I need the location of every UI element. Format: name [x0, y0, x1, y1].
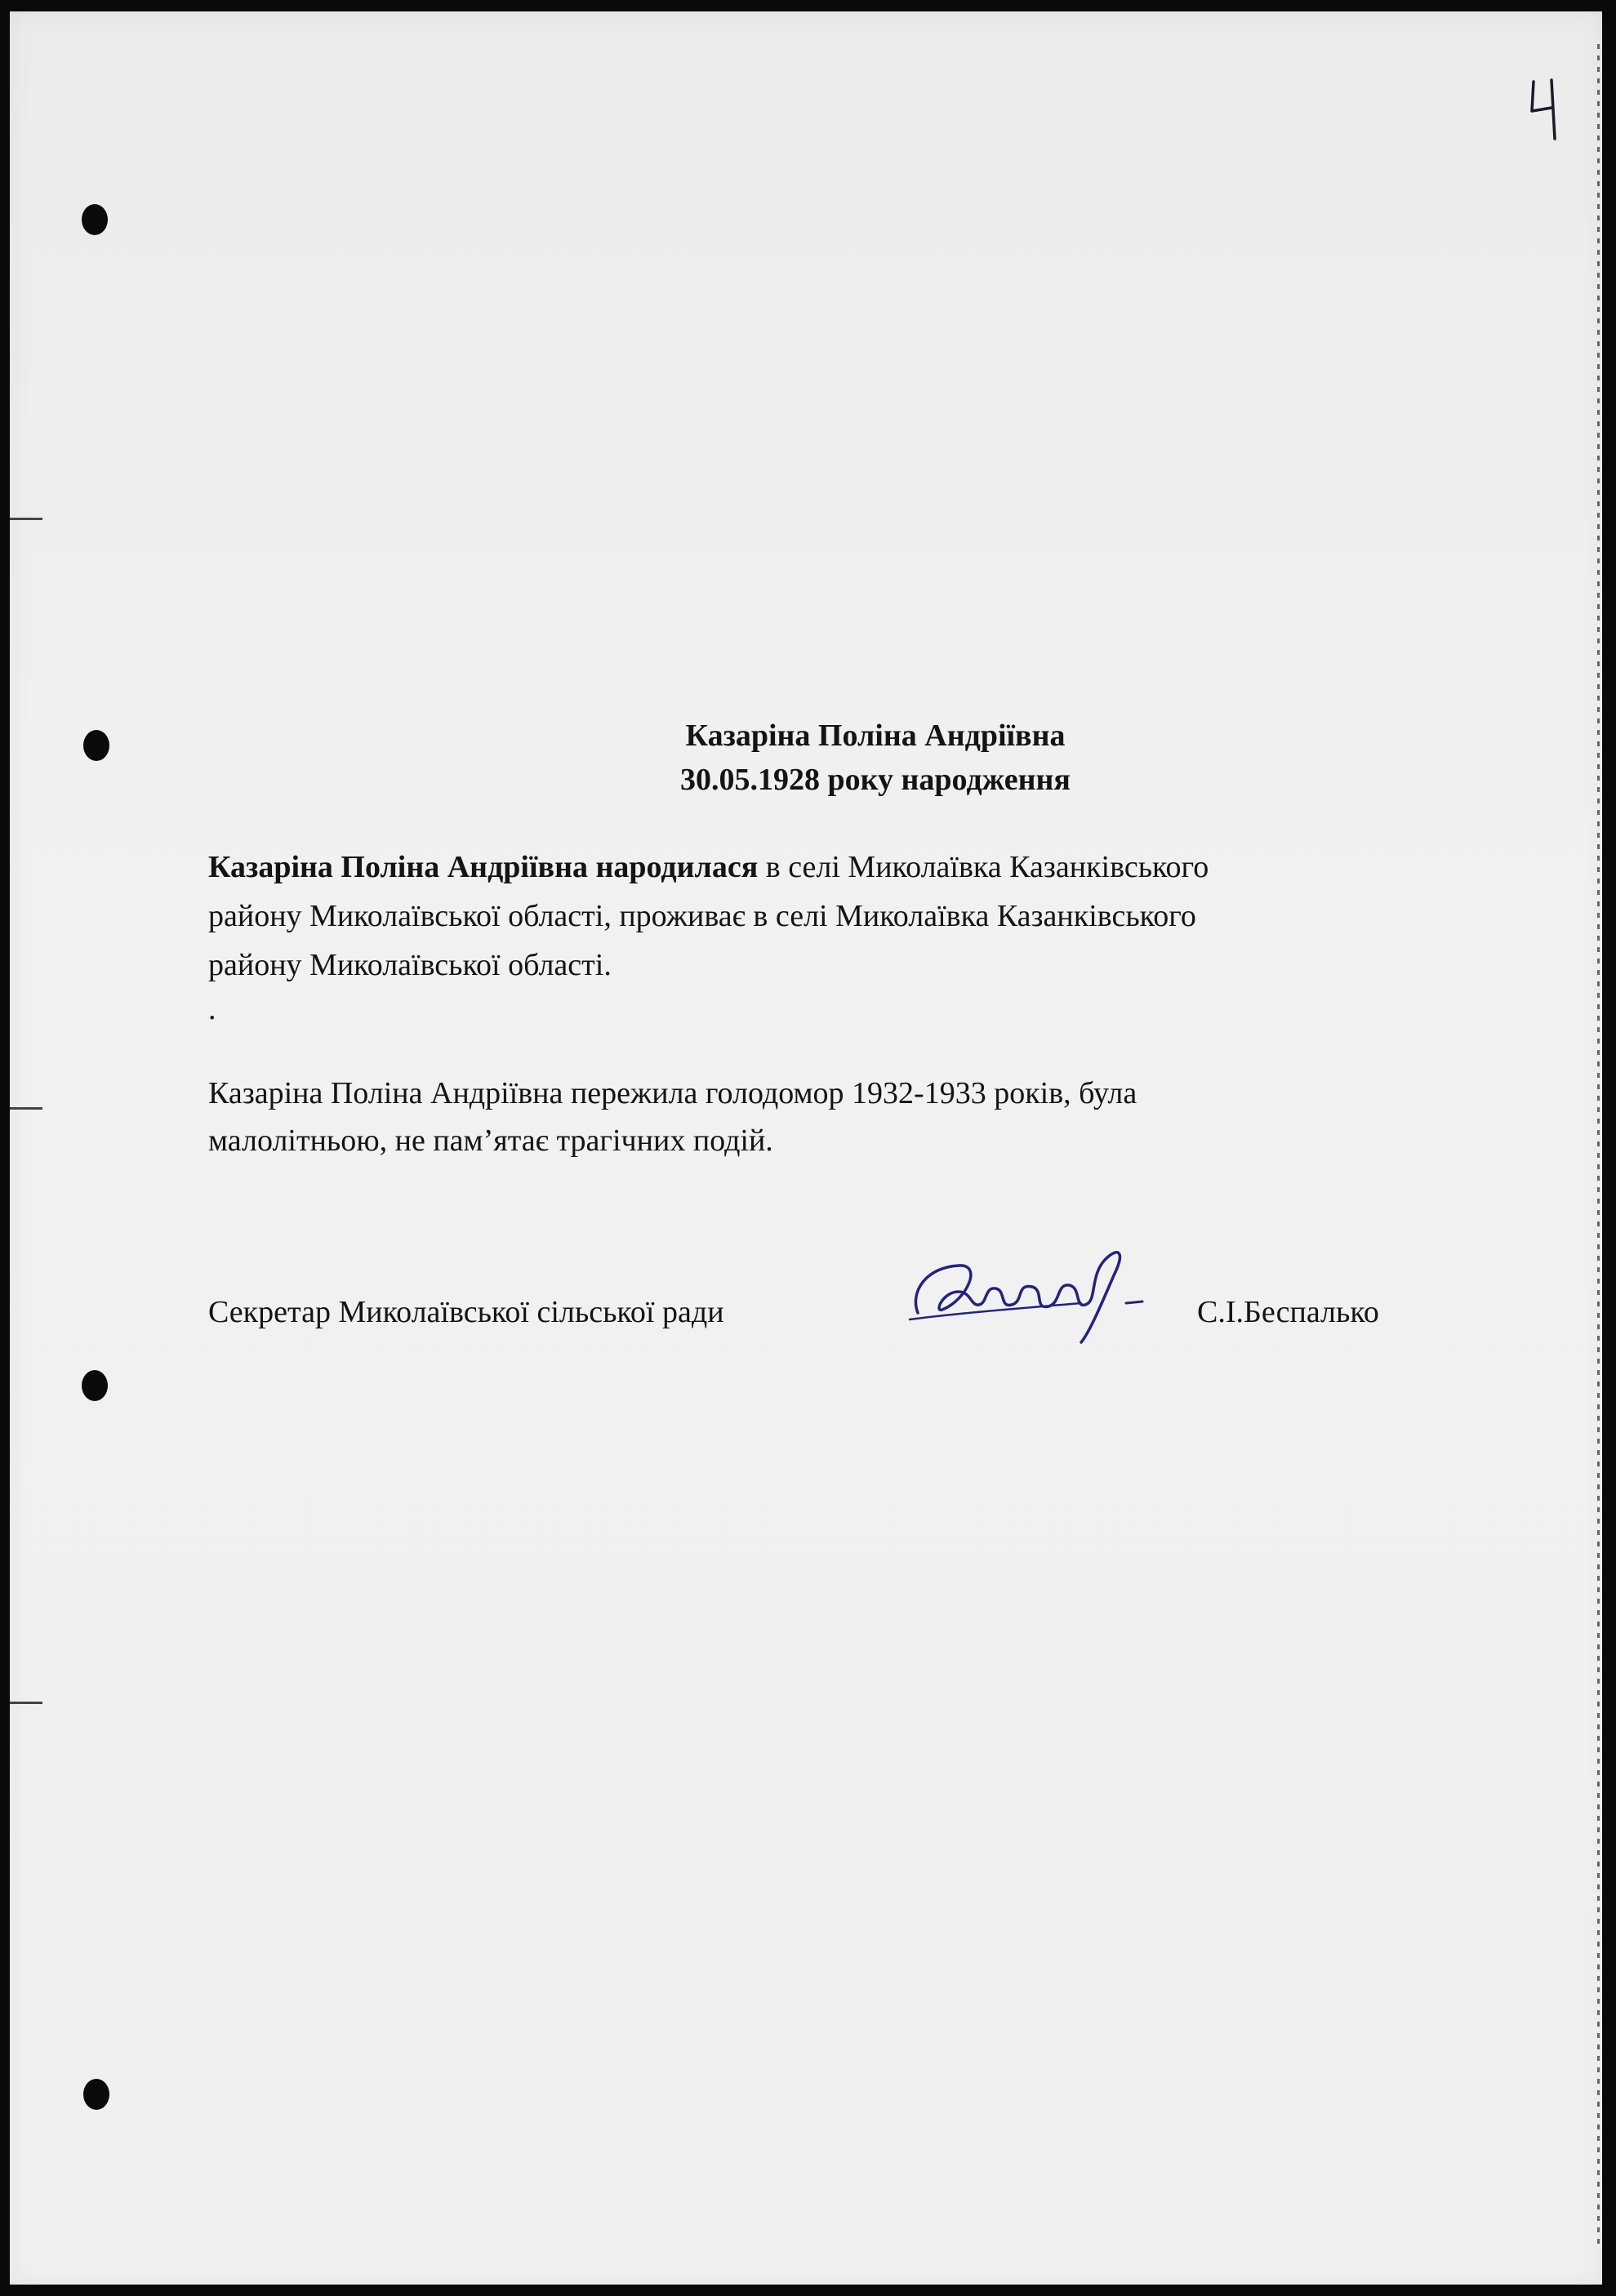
paper-sheet	[10, 11, 1602, 2285]
punch-hole	[82, 1370, 108, 1401]
paragraph1-line1	[208, 847, 1209, 888]
margin-mark	[10, 518, 42, 520]
signatory-position: Секретар Миколаївської сільської ради	[208, 1295, 724, 1329]
signer-name: С.І.Беспалько	[1197, 1295, 1379, 1329]
punch-hole	[83, 730, 109, 761]
paragraph1-line1-rest: в селі Миколаївка Казанківського	[758, 850, 1209, 884]
margin-mark	[10, 1702, 42, 1704]
margin-mark	[10, 1107, 42, 1110]
paragraph1-line3: району Миколаївської області.	[208, 948, 612, 982]
document-heading-name: Казаріна Поліна Андріївна	[685, 719, 1066, 753]
document-heading-birth: 30.05.1928 року народження	[680, 763, 1071, 797]
edge-perforation	[1597, 44, 1600, 2249]
stray-dot: .	[208, 992, 216, 1026]
handwritten-page-number	[1527, 75, 1565, 140]
handwritten-signature	[893, 1235, 1171, 1349]
paragraph2-line1: Казаріна Поліна Андріївна пережила голодомор 1932-1933 років, була	[208, 1076, 1137, 1110]
paragraph2-line2: малолітньою, не пам’ятає трагічних подій.	[208, 1124, 773, 1158]
punch-hole	[83, 2079, 109, 2110]
paragraph1-line2: району Миколаївської області, проживає в селі Миколаївка Казанківського	[208, 899, 1196, 933]
subject-name-bold: Казаріна Поліна Андріївна народилася	[208, 850, 759, 884]
punch-hole	[82, 204, 108, 235]
